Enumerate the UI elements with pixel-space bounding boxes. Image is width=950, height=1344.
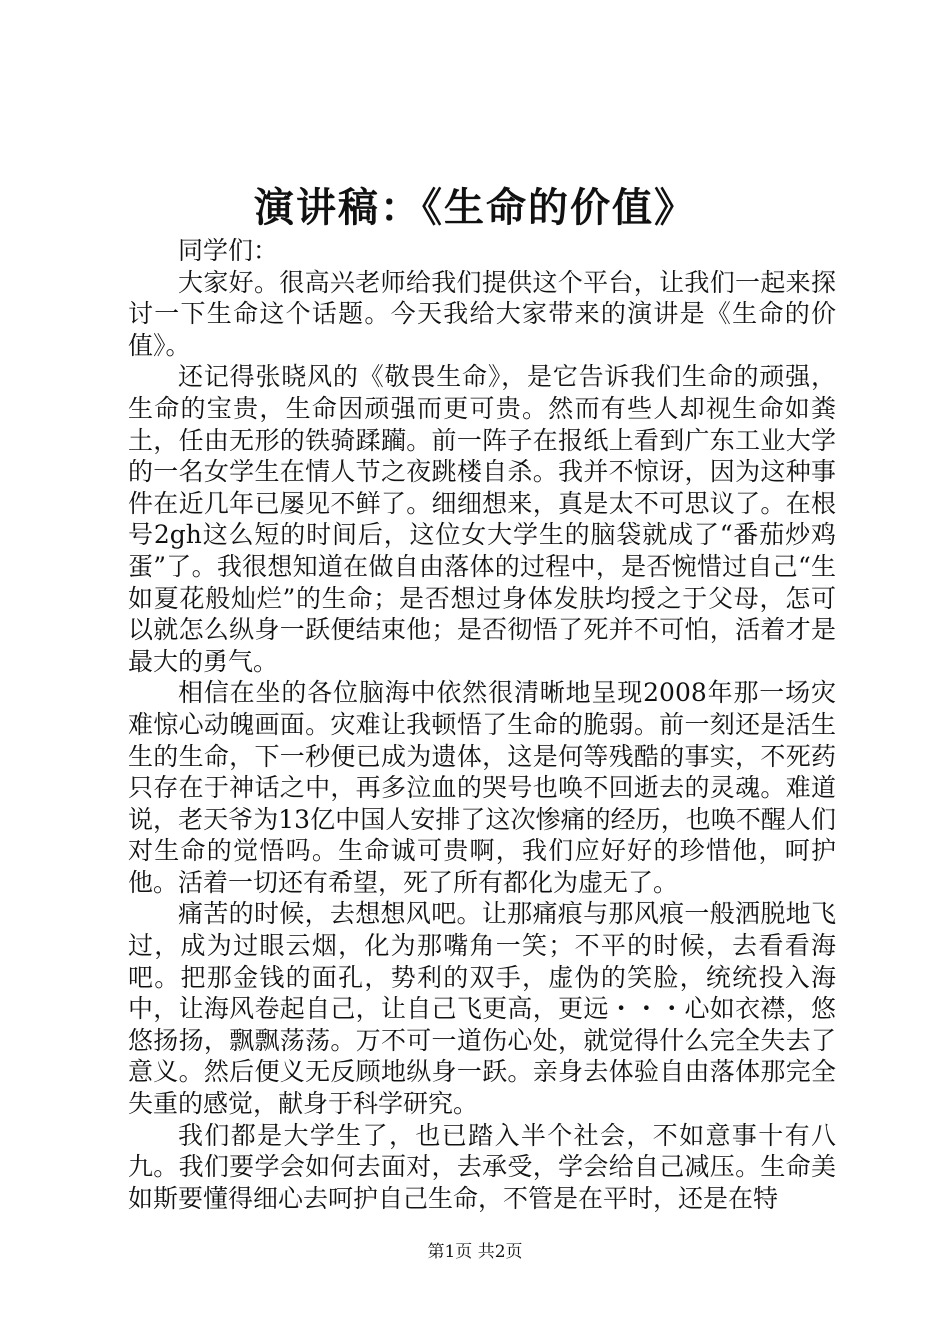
document-title: 演讲稿：《生命的价值》 [254, 185, 696, 231]
paragraph: 痛苦的时候，去想想风吧。让那痛痕与那风痕一般洒脱地飞过，成为过眼云烟，化为那嘴角一笑；不平的时候，去看看海吧。把那金钱的面孔，势利的双手，虚伪的笑脸，统统投入海中，让海风卷起自己，让自己飞更高，更远・・・心如衣襟，悠悠扬扬，飘飘荡荡。万不可一道伤心处，就觉得什么完全失去了意义。然后便义无反顾地纵身一跃。亲身去体验自由落体那完全失重的感觉，献身于科学研究。 [128, 899, 836, 1119]
paragraph: 还记得张晓风的《敬畏生命》，是它告诉我们生命的顽强，生命的宝贵，生命因顽强而更可贵。然而有些人却视生命如粪土，任由无形的铁骑蹂躏。前一阵子在报纸上看到广东工业大学的一名女学生在情人节之夜跳楼自杀。我并不惊讶，因为这种事件在近几年已屡见不鲜了。细细想来，真是太不可思议了。在根号2gh这么短的时间后，这位女大学生的脑袋就成了“番茄炒鸡蛋”了。我很想知道在做自由落体的过程中，是否惋惜过自己“生如夏花般灿烂”的生命；是否想过身体发肤均授之于父母，怎可以就怎么纵身一跃便结束他；是否彻悟了死并不可怕，活着才是最大的勇气。 [128, 362, 836, 676]
document-body [128, 235, 836, 1214]
paragraph: 我们都是大学生了，也已踏入半个社会，不如意事十有八九。我们要学会如何去面对，去承受，学会给自己减压。生命美如斯要懂得细心去呵护自己生命，不管是在平时，还是在特 [128, 1120, 836, 1213]
page-number-footer: 第1页 共2页 [427, 1242, 523, 1262]
paragraph-salutation: 同学们： [178, 236, 279, 265]
paragraph: 相信在坐的各位脑海中依然很清晰地呈现2008年那一场灾难惊心动魄画面。灾难让我顿悟了生命的脆弱。前一刻还是活生生的生命，下一秒便已成为遗体，这是何等残酷的事实，不死药只存在于神话之中，再多泣血的哭号也唤不回逝去的灵魂。难道说，老天爷为13亿中国人安排了这次惨痛的经历，也唤不醒人们对生命的觉悟吗。生命诚可贵啊，我们应好好的珍惜他，呵护他。活着一切还有希望，死了所有都化为虚无了。 [128, 678, 836, 897]
paragraph: 大家好。很高兴老师给我们提供这个平台，让我们一起来探讨一下生命这个话题。今天我给大家带来的演讲是《生命的价值》。 [128, 267, 836, 360]
